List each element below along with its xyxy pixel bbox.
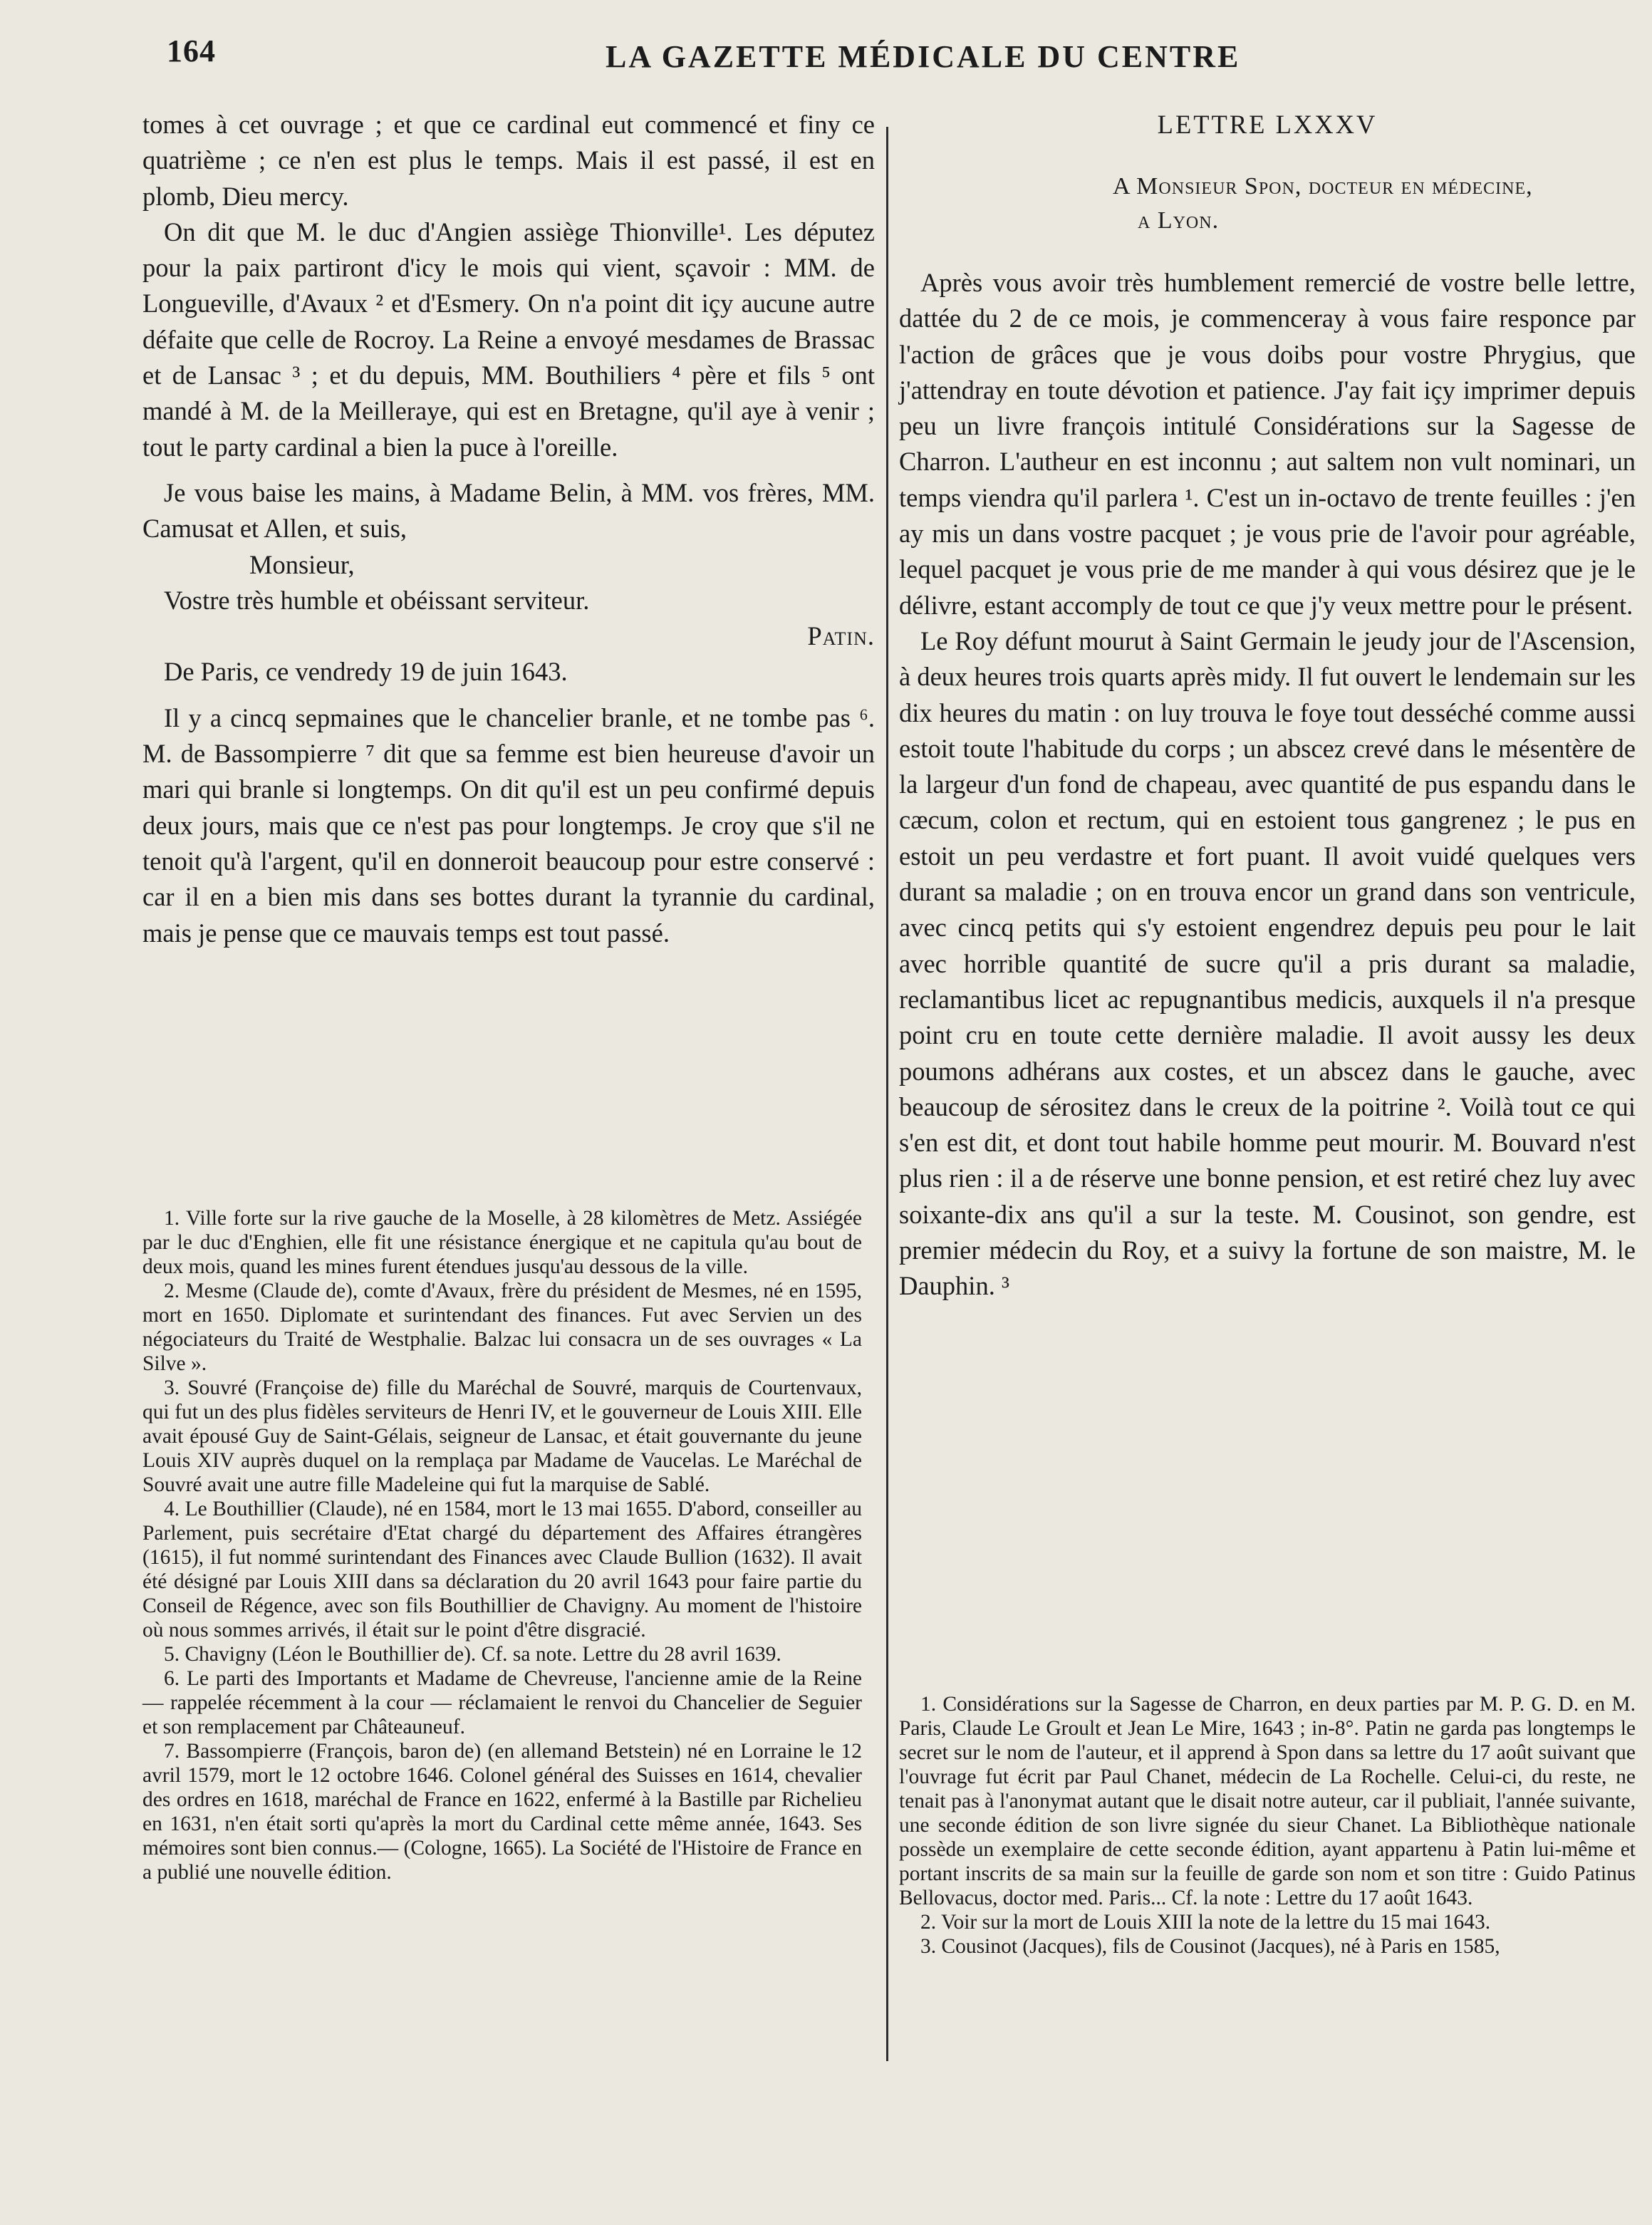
- page-number: 164: [167, 33, 216, 68]
- left-column: [142, 107, 875, 951]
- footnote: 1. Ville forte sur la rive gauche de la Moselle, à 28 kilomètres de Metz. Assiégée par le duc d'Enghien, elle fit une résistance énergique et ne capitula qu'au bout de deux mois, quand les mines furent étendues jusqu'au dessous de la ville.: [142, 1207, 862, 1278]
- left-paragraph: On dit que M. le duc d'Angien assiège Thionville¹. Les députez pour la paix partiront d'icy le mois qui vient, sçavoir : MM. de Longueville, d'Avaux ² et d'Esmery. On n'a point dit içy aucune autre défaite que celle de Rocroy. La Reine a envoyé mesdames de Brassac et de Lansac ³ ; et du depuis, MM. Bouthiliers ⁴ père et fils ⁵ ont mandé à M. de la Meilleraye, qui est en Bretagne, qu'il aye à venir ; tout le party cardinal a bien la puce à l'oreille.: [142, 217, 875, 462]
- footnote: 2. Voir sur la mort de Louis XIII la note de la lettre du 15 mai 1643.: [920, 1911, 1491, 1934]
- right-paragraph: Après vous avoir très humblement remercié de vostre belle lettre, dattée du 2 de ce mois, je commenceray à vous faire responce par l'action de grâces que je vous doibs pour vostre Phrygius, que j'attendray en toute dévotion et patience. J'ay fait içy imprimer depuis peu un livre françois intitulé Considérations sur la Sagesse de Charron. L'autheur en est inconnu ; aut saltem non vult nominari, un temps viendra qu'il parlera ¹. C'est un in-octavo de trente feuilles : j'en ay mis un dans vostre pacquet ; je vous prie de l'avoir pour agréable, lequel pacquet je vous prie de me mander à qui vous désirez que je le délivre, estant accomply de tout ce que j'y veux mettre pour le présent.: [899, 268, 1636, 620]
- footnote: 1. Considérations sur la Sagesse de Charron, en deux parties par M. P. G. D. en M. Paris, Claude Le Groult et Jean Le Mire, 1643 ; in-8°. Patin ne garda pas longtemps le secret sur le nom de l'auteur, et il apprend à Spon dans sa lettre du 17 août suivant que l'ouvrage fut écrit par Paul Chanet, médecin de La Rochelle. Celui-ci, du reste, ne tenait pas à l'anonymat autant que le disait notre auteur, car il publiait, l'année suivante, une seconde édition de son livre signée du sieur Chanet. La Bibliothèque nationale possède un exemplaire de cette seconde édition, ayant appartenu à Patin lui-même et portant inscrits de sa main sur la feuille de garde son nom et son titre : Guido Patinus Bellovacus, doctor med. Paris... Cf. la note : Lettre du 17 août 1643.: [899, 1693, 1636, 1909]
- left-footnotes: [142, 1206, 862, 1884]
- left-paragraph: Je vous baise les mains, à Madame Belin, à MM. vos frères, MM. Camusat et Allen, et suis,: [142, 477, 875, 544]
- footnote: 6. Le parti des Importants et Madame de Chevreuse, l'ancienne amie de la Reine — rappelée récemment à la cour — réclamaient le renvoi du Chancelier de Seguier et son remplacement par Châteauneuf.: [142, 1667, 862, 1738]
- right-paragraph: Le Roy défunt mourut à Saint Germain le jeudy jour de l'Ascension, à deux heures trois quarts après midy. Il fut ouvert le lendemain sur les dix heures du matin : on luy trouva le foye tout desséché comme aussi estoit toute l'habitude du corps ; un abscez crevé dans le mésentère de la largeur d'un fond de chapeau, avec quantité de pus espandu dans le cæcum, colon et rectum, qui en estoient tous gangrenez ; le pus en estoit un peu verdastre et fort puant. Il avoit vuidé quelques vers durant sa maladie ; on en trouva encor un grand dans son ventricule, avec cincq petits qui s'y estoient engendrez depuis peu pour le lait avec horrible quantité de sucre qu'il a pris durant sa maladie, reclamantibus licet ac repugnantibus medicis, auxquels il n'a presque point cru en toute cette dernière maladie. Il avoit aussy les deux poumons adhérans aux costes, et un abscez dans le gauche, avec beaucoup de sérositez dans le creux de la poitrine ². Voilà tout ce qui s'en est dit, et dont tout habile homme peut mourir. M. Bouvard n'est plus rien : il a de réserve une bonne pension, et est retiré chez luy avec soixante-dix ans qu'il a sur la teste. M. Cousinot, son gendre, est premier médecin du Roy, et a suivy la fortune de son maistre, M. le Dauphin. ³: [899, 626, 1636, 1301]
- letter-title: LETTRE LXXXV: [1157, 110, 1378, 139]
- footnote: 7. Bassompierre (François, baron de) (en allemand Betstein) né en Lorraine le 12 avril 1579, mort le 12 octobre 1646. Colonel général des Suisses en 1614, chevalier des ordres en 1618, maréchal de France en 1622, enfermé à la Bastille par Richelieu en 1631, n'en était sorti qu'après la mort du Cardinal cette même année, 1643. Ses mémoires sont bien connus.— (Cologne, 1665). La Société de l'Histoire de France en a publié une nouvelle édition.: [142, 1740, 862, 1884]
- footnote: 2. Mesme (Claude de), comte d'Avaux, frère du président de Mesmes, né en 1595, mort en 1650. Diplomate et surintendant des finances. Fut avec Servien un des négociateurs du Traité de Westphalie. Balzac lui consacra un de ses ouvrages « La Silve ».: [142, 1280, 862, 1375]
- closing: Vostre très humble et obéissant serviteur.: [164, 585, 590, 615]
- left-paragraph: tomes à cet ouvrage ; et que ce cardinal eut commencé et finy ce quatrième ; ce n'en est plus le temps. Mais il est passé, il est en plomb, Dieu mercy.: [142, 110, 875, 211]
- footnote: 4. Le Bouthillier (Claude), né en 1584, mort le 13 mai 1655. D'abord, conseiller au Parlement, puis secrétaire d'Etat chargé du département des Affaires étrangères (1615), il fut nommé surintendant des Finances avec Claude Bullion (1632). Il avait été désigné par Louis XIII dans sa déclaration du 20 avril 1643 pour faire partie du Conseil de Régence, avec son fils Bouthillier de Chavigny. Au moment de l'histoire où nous sommes arrivés, il était sur le point d'être disgracié.: [142, 1498, 862, 1641]
- spacer: [142, 690, 875, 700]
- spacer: [899, 142, 1636, 170]
- addressee-line: a Lyon.: [1138, 207, 1220, 234]
- footnote: 3. Cousinot (Jacques), fils de Cousinot (Jacques), né à Paris en 1585,: [920, 1935, 1500, 1958]
- spacer: [899, 238, 1636, 265]
- right-footnotes: [899, 1692, 1636, 1959]
- column-rule: [886, 127, 888, 2061]
- footnote: 5. Chavigny (Léon le Bouthillier de). Cf. sa note. Lettre du 28 avril 1639.: [164, 1643, 781, 1666]
- addressee-line: A Monsieur Spon, docteur en médecine,: [1113, 173, 1533, 199]
- signature: Patin.: [807, 621, 875, 651]
- addressee: [899, 170, 1636, 238]
- right-column: [899, 107, 1636, 1305]
- postscript: Il y a cincq sepmaines que le chancelier branle, et ne tombe pas ⁶. M. de Bassompierre ⁷ dit que sa femme est bien heureuse d'avoir un mari qui branle si longtemps. On dit qu'il est un peu confirmé depuis deux jours, mais que ce n'est pas pour longtemps. Je croy que s'il ne tenoit qu'à l'argent, qu'il en donneroit beaucoup pour estre conservé : car il en a bien mis dans ses bottes durant la tyrannie du cardinal, mais je pense que ce mauvais temps est tout passé.: [142, 702, 875, 948]
- salutation: Monsieur,: [249, 549, 355, 579]
- dateline: De Paris, ce vendredy 19 de juin 1643.: [164, 657, 568, 687]
- spacer: [142, 465, 875, 475]
- page-header: [142, 27, 1553, 91]
- running-head: LA GAZETTE MÉDICALE DU CENTRE: [606, 39, 1241, 74]
- footnote: 3. Souvré (Françoise de) fille du Maréchal de Souvré, marquis de Courtenvaux, qui fut un des plus fidèles serviteurs de Henri IV, et le gouverneur de Louis XIII. Elle avait épousé Guy de Saint-Gélais, seigneur de Lansac, et était gouvernante du jeune Louis XIV auprès duquel on la remplaça par Madame de Vaucelas. Le Maréchal de Souvré avait une autre fille Madeleine qui fut la marquise de Sablé.: [142, 1376, 862, 1496]
